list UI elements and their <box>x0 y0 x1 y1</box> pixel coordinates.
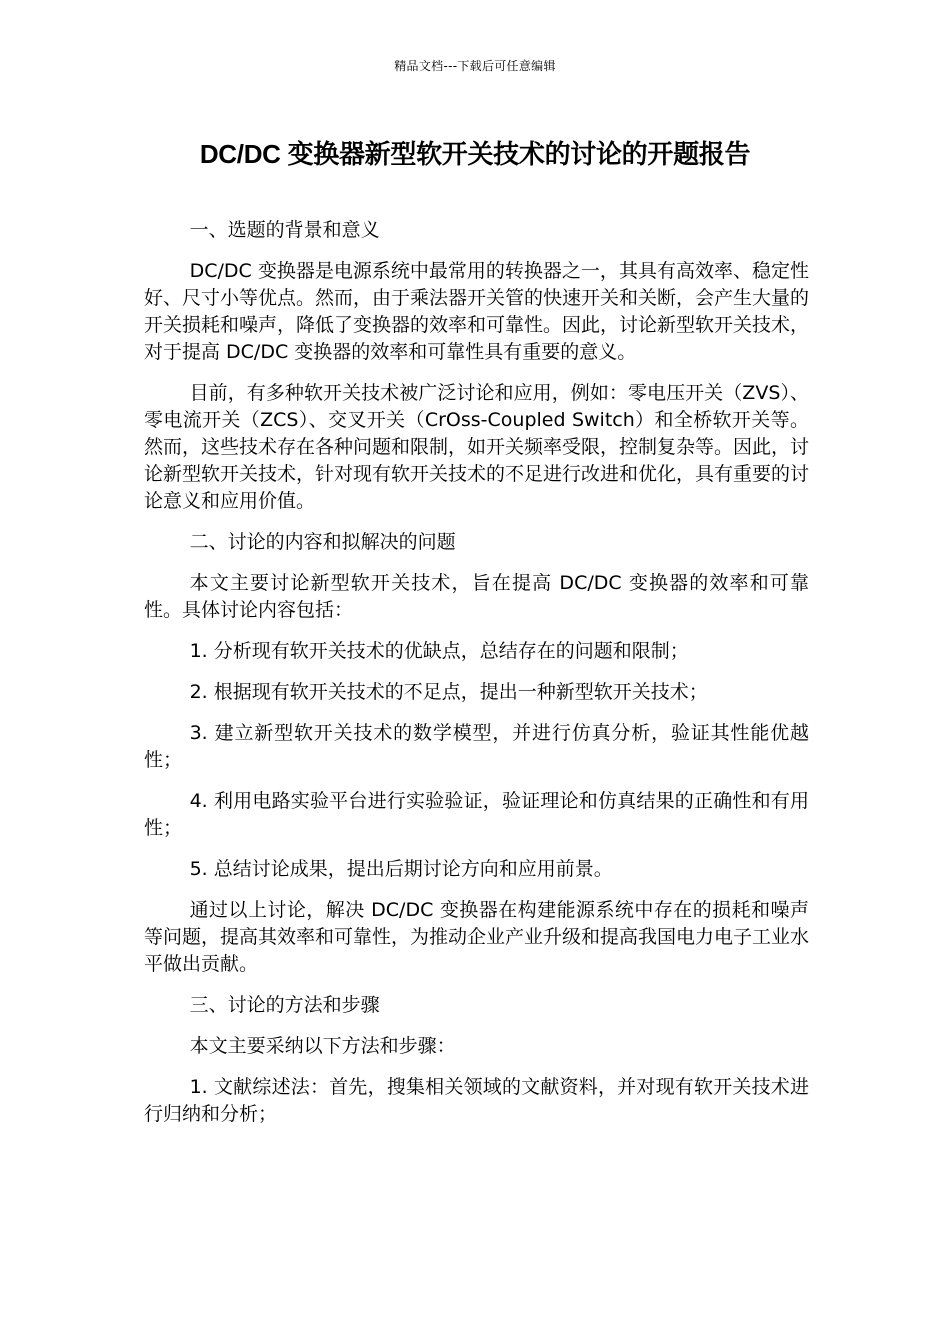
list-item-content-1: 1. 分析现有软开关技术的优缺点，总结存在的问题和限制； <box>189 640 689 662</box>
section-heading-methods: 三、讨论的方法和步骤 <box>189 994 380 1016</box>
paragraph-content-intro: 本文主要讨论新型软开关技术，旨在提高 DC/DC 变换器的效率和可靠性。具体讨论内容包括： <box>144 572 809 621</box>
document-body <box>144 217 809 1142</box>
list-item-content-5: 5. 总结讨论成果，提出后期讨论方向和应用前景。 <box>189 858 613 880</box>
header-note: 精品文档---下载后可任意编辑 <box>394 59 556 73</box>
section-heading-background: 一、选题的背景和意义 <box>189 219 380 241</box>
list-item-methods-1: 1. 文献综述法：首先，搜集相关领域的文献资料，并对现有软开关技术进行归纳和分析； <box>144 1076 809 1125</box>
paragraph-background-2: 目前，有多种软开关技术被广泛讨论和应用，例如：零电压开关（ZVS）、零电流开关（ZCS）、交叉开关（CrOss-Coupled Switch）和全桥软开关等。然而，这些技术存在各种问题和限制，如开关频率受限，控制复杂等。因此，讨论新型软开关技术，针对现有软开关技术的不足进行改进和优化，具有重要的讨论意义和应用价值。 <box>144 382 810 512</box>
paragraph-content-closing: 通过以上讨论，解决 DC/DC 变换器在构建能源系统中存在的损耗和噪声等问题，提高其效率和可靠性，为推动企业产业升级和提高我国电力电子工业水平做出贡献。 <box>144 899 810 975</box>
section-heading-content: 二、讨论的内容和拟解决的问题 <box>189 531 456 553</box>
paragraph-background-1: DC/DC 变换器是电源系统中最常用的转换器之一，其具有高效率、稳定性好、尺寸小等优点。然而，由于乘法器开关管的快速开关和关断，会产生大量的开关损耗和噪声，降低了变换器的效率和可靠性。因此，讨论新型软开关技术，对于提高 DC/DC 变换器的效率和可靠性具有重要的意义。 <box>144 260 810 363</box>
document-title: DC/DC 变换器新型软开关技术的讨论的开题报告 <box>199 139 751 169</box>
list-item-content-3: 3. 建立新型软开关技术的数学模型，并进行仿真分析，验证其性能优越性； <box>144 722 809 771</box>
list-item-content-2: 2. 根据现有软开关技术的不足点，提出一种新型软开关技术； <box>189 681 708 703</box>
list-item-content-4: 4. 利用电路实验平台进行实验验证，验证理论和仿真结果的正确性和有用性； <box>144 790 809 839</box>
paragraph-methods-intro: 本文主要采纳以下方法和步骤： <box>189 1035 456 1057</box>
